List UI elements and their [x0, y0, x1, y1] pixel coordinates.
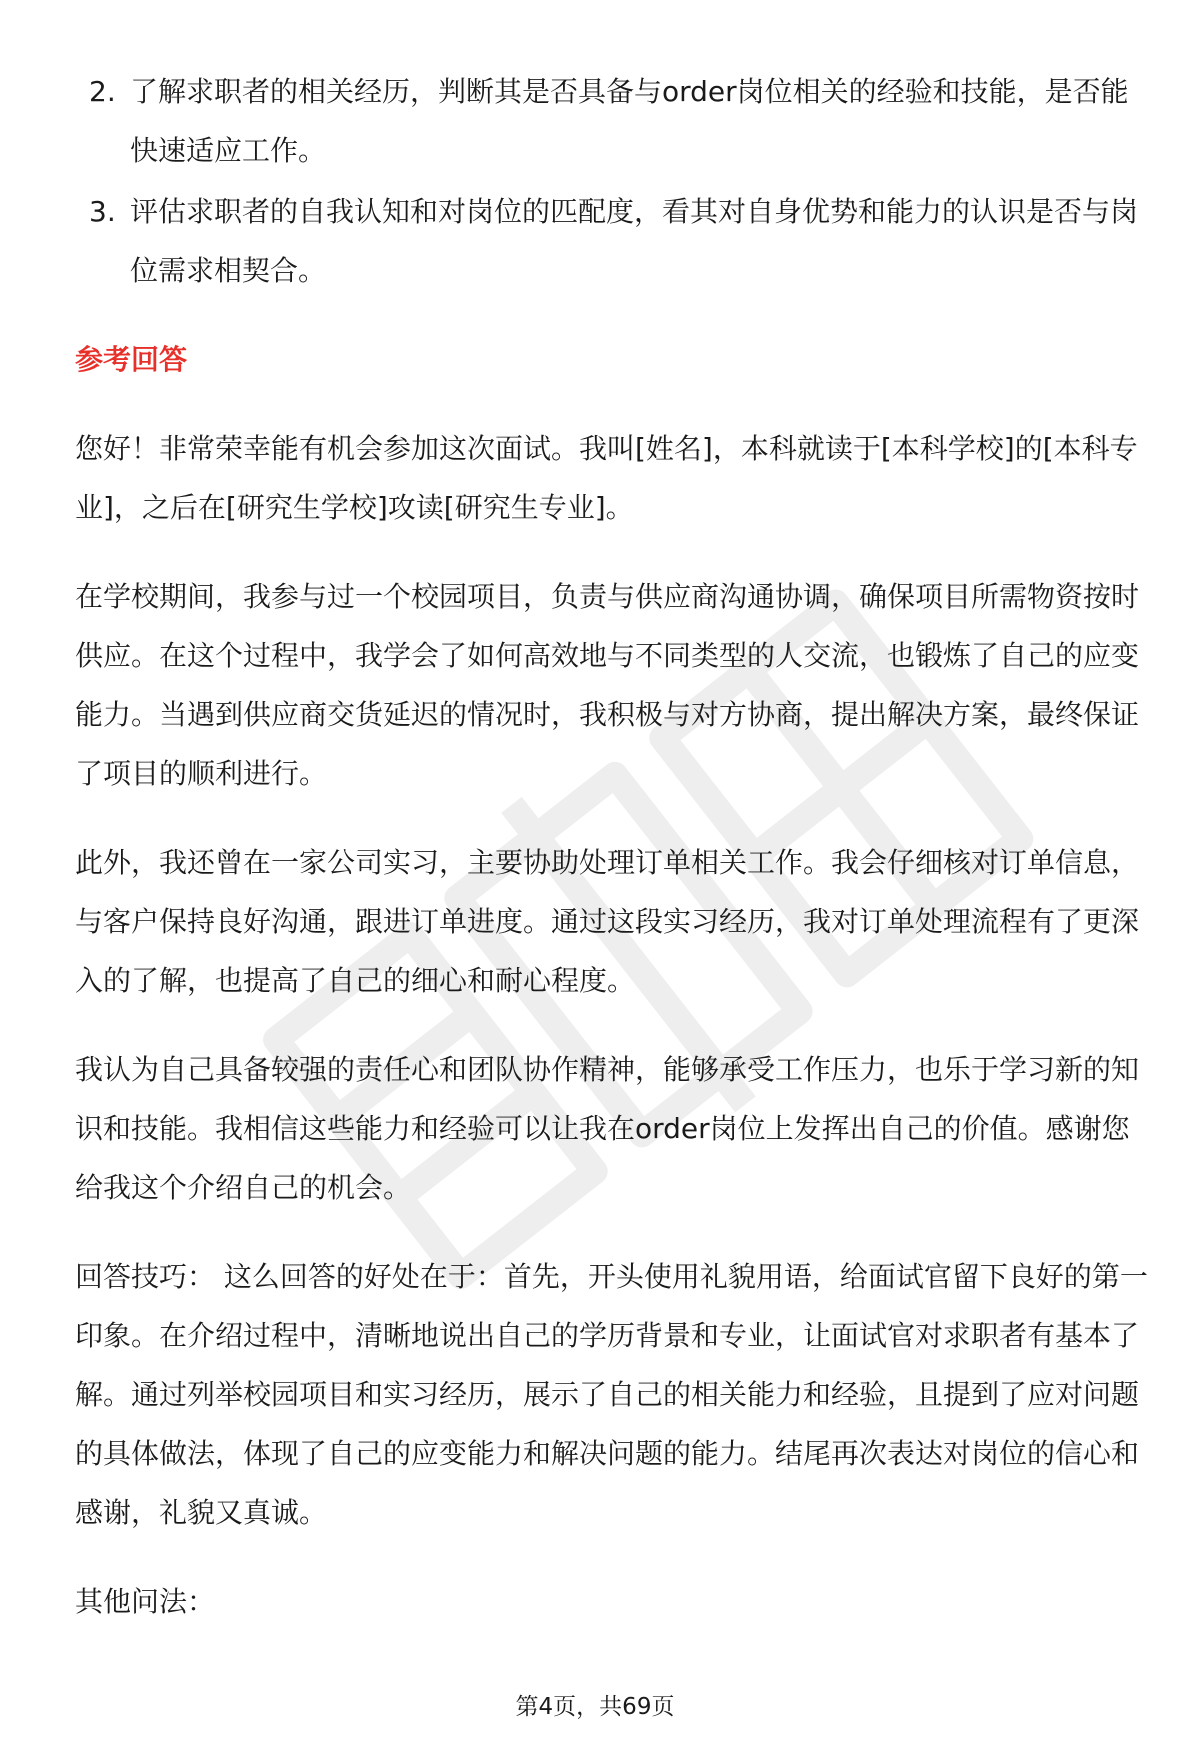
criteria-list	[75, 62, 1155, 300]
other-questions-heading: 其他问法：	[75, 1585, 216, 1618]
document-content	[75, 62, 1155, 1631]
answer-paragraph: 此外，我还曾在一家公司实习，主要协助处理订单相关工作。我会仔细核对订单信息，与客户保持良好沟通，跟进订单进度。通过这段实习经历，我对订单处理流程有了更深入的了解，也提高了自己的细心和耐心程度。	[75, 846, 1140, 997]
answer-paragraph: 您好！非常荣幸能有机会参加这次面试。我叫[姓名]，本科就读于[本科学校]的[本科专业]，之后在[研究生学校]攻读[研究生专业]。	[75, 432, 1138, 524]
answer-paragraph: 我认为自己具备较强的责任心和团队协作精神，能够承受工作压力，也乐于学习新的知识和技能。我相信这些能力和经验可以让我在order岗位上发挥出自己的价值。感谢您给我这个介绍自己的机会。	[75, 1053, 1140, 1204]
list-item-text: 了解求职者的相关经历，判断其是否具备与order岗位相关的经验和技能，是否能快速适应工作。	[130, 75, 1129, 167]
page-footer: 第4页，共69页	[515, 1694, 675, 1720]
list-item-text: 评估求职者的自我认知和对岗位的匹配度，看其对自身优势和能力的认识是否与岗位需求相契合。	[130, 195, 1139, 287]
list-item	[75, 182, 1155, 300]
section-title: 参考回答	[75, 343, 188, 376]
list-number: 2.	[89, 75, 116, 108]
tips-paragraph: 回答技巧： 这么回答的好处在于：首先，开头使用礼貌用语，给面试官留下良好的第一印象。在介绍过程中，清晰地说出自己的学历背景和专业，让面试官对求职者有基本了解。通过列举校园项目和实习经历，展示了自己的相关能力和经验，且提到了应对问题的具体做法，体现了自己的应变能力和解决问题的能力。结尾再次表达对岗位的信心和感谢，礼貌又真诚。	[75, 1260, 1148, 1529]
list-number: 3.	[89, 195, 116, 228]
answer-paragraph: 在学校期间，我参与过一个校园项目，负责与供应商沟通协调，确保项目所需物资按时供应。在这个过程中，我学会了如何高效地与不同类型的人交流，也锻炼了自己的应变能力。当遇到供应商交货延迟的情况时，我积极与对方协商，提出解决方案，最终保证了项目的顺利进行。	[75, 580, 1140, 790]
list-item	[75, 62, 1155, 180]
